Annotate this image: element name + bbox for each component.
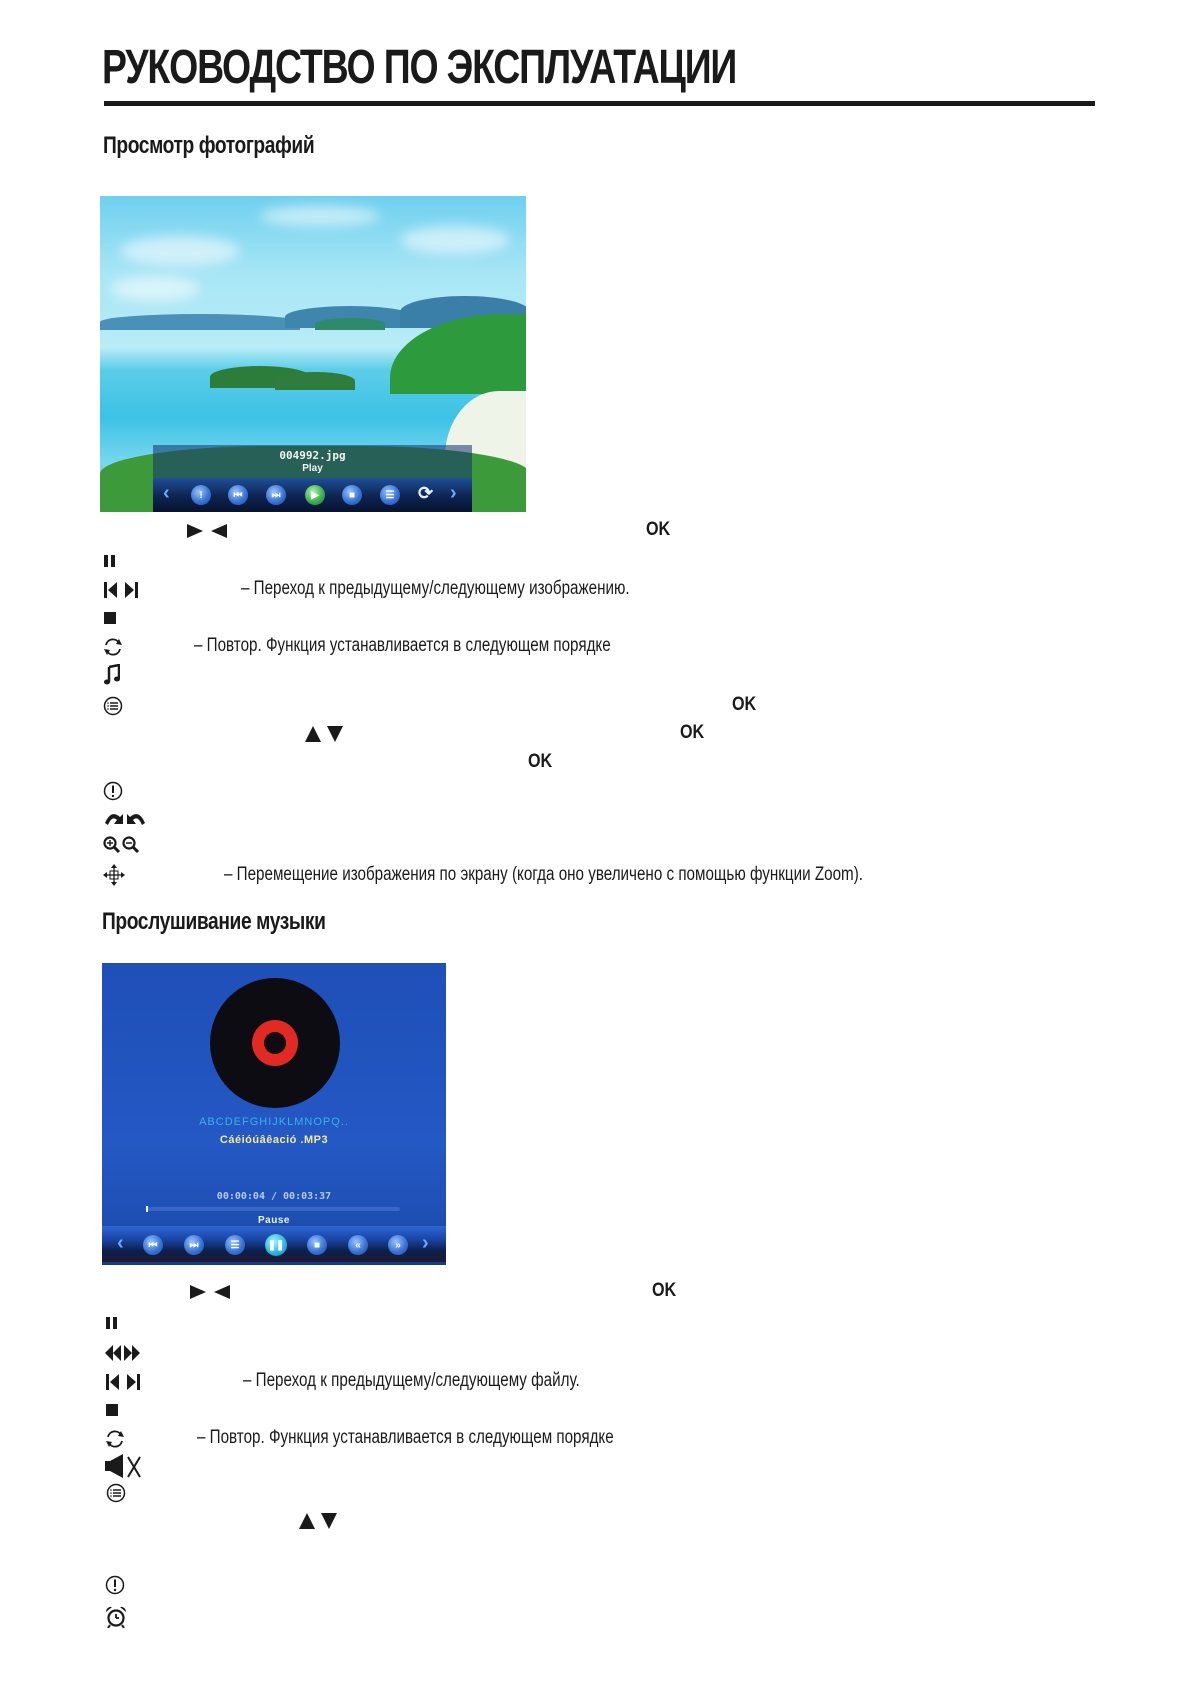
stop-button[interactable]: ■	[307, 1235, 327, 1255]
progress-bar[interactable]	[146, 1207, 400, 1211]
playlist-button[interactable]: ☰	[380, 485, 400, 505]
row-text: – Переход к предыдущему/следующему файлу.	[243, 1370, 580, 1391]
rotate-icon	[103, 809, 147, 832]
stop-icon	[106, 1403, 118, 1421]
move-icon	[103, 864, 125, 891]
photo-control-bar	[153, 478, 472, 512]
alarm-clock-icon	[105, 1606, 127, 1633]
track-time: 00:00:04 / 00:03:37	[216, 1191, 332, 1202]
row-text: – Повтор. Функция устанавливается в следующем порядке	[197, 1427, 614, 1448]
info-icon	[103, 781, 123, 806]
ok-label: OK	[528, 751, 553, 772]
previous-button[interactable]: ⏮	[143, 1235, 163, 1255]
chevron-right-icon[interactable]: ›	[422, 1232, 429, 1254]
music-control-bar	[102, 1226, 446, 1262]
cd-disc-image	[210, 978, 340, 1108]
section-heading-music: Прослушивание музыки	[102, 908, 326, 935]
ok-label: OK	[646, 519, 671, 540]
photo-filename: 004992.jpg	[279, 449, 346, 462]
up-down-arrows-icon	[305, 726, 345, 747]
fast-forward-button[interactable]: »	[388, 1235, 408, 1255]
ok-label: OK	[680, 722, 705, 743]
ok-label: OK	[732, 694, 757, 715]
chevron-left-icon[interactable]: ‹	[163, 482, 170, 504]
chevron-right-icon[interactable]: ›	[450, 482, 457, 504]
row-text: – Повтор. Функция устанавливается в следующем порядке	[194, 635, 611, 656]
row-text: – Переход к предыдущему/следующему изображению.	[241, 578, 630, 599]
pause-button[interactable]: ❚❚	[265, 1234, 287, 1256]
page-title: РУКОВОДСТВО ПО ЭКСПЛУАТАЦИИ	[102, 41, 737, 94]
info-icon	[105, 1575, 125, 1600]
ok-label: OK	[652, 1280, 677, 1301]
playlist-icon	[106, 1483, 126, 1508]
play-button[interactable]: ▶	[305, 485, 325, 505]
next-button[interactable]: ⏭	[266, 485, 286, 505]
playback-status: Pause	[258, 1215, 290, 1226]
previous-next-icon	[104, 582, 140, 603]
title-divider	[104, 101, 1095, 106]
photo-player-screenshot	[100, 196, 526, 512]
pause-icon	[106, 1316, 118, 1335]
zoom-in-out-icon	[103, 836, 141, 859]
repeat-icon	[102, 637, 124, 662]
music-player-screenshot	[102, 963, 446, 1265]
previous-next-icon	[106, 1374, 142, 1395]
track-filename: Cáéióúâêació .MP3	[219, 1134, 329, 1146]
playlist-button[interactable]: ☰	[225, 1235, 245, 1255]
playlist-icon	[103, 696, 123, 721]
play-pause-triangles-icon	[187, 522, 229, 545]
repeat-button[interactable]: ⟳	[418, 483, 434, 503]
play-pause-triangles-icon	[190, 1283, 232, 1306]
next-button[interactable]: ⏭	[184, 1235, 204, 1255]
rewind-forward-icon	[105, 1345, 141, 1366]
pause-icon	[104, 554, 116, 573]
repeat-icon	[104, 1429, 126, 1454]
up-down-arrows-icon	[299, 1513, 339, 1534]
section-heading-photo: Просмотр фотографий	[103, 132, 315, 159]
rewind-button[interactable]: «	[348, 1235, 368, 1255]
chevron-left-icon[interactable]: ‹	[117, 1232, 124, 1254]
stop-icon	[104, 611, 116, 629]
info-button[interactable]: !	[191, 485, 211, 505]
row-text: – Перемещение изображения по экрану (когда оно увеличено с помощью функции Zoom).	[224, 864, 863, 885]
previous-button[interactable]: ⏮	[228, 485, 248, 505]
stop-button[interactable]: ■	[342, 485, 362, 505]
track-artist: ABCDEFGHIJKLMNOPQ..	[199, 1116, 349, 1128]
progress-knob[interactable]	[146, 1206, 148, 1212]
music-note-icon	[104, 664, 120, 691]
mute-icon	[105, 1454, 145, 1483]
photo-status: Play	[302, 463, 323, 474]
